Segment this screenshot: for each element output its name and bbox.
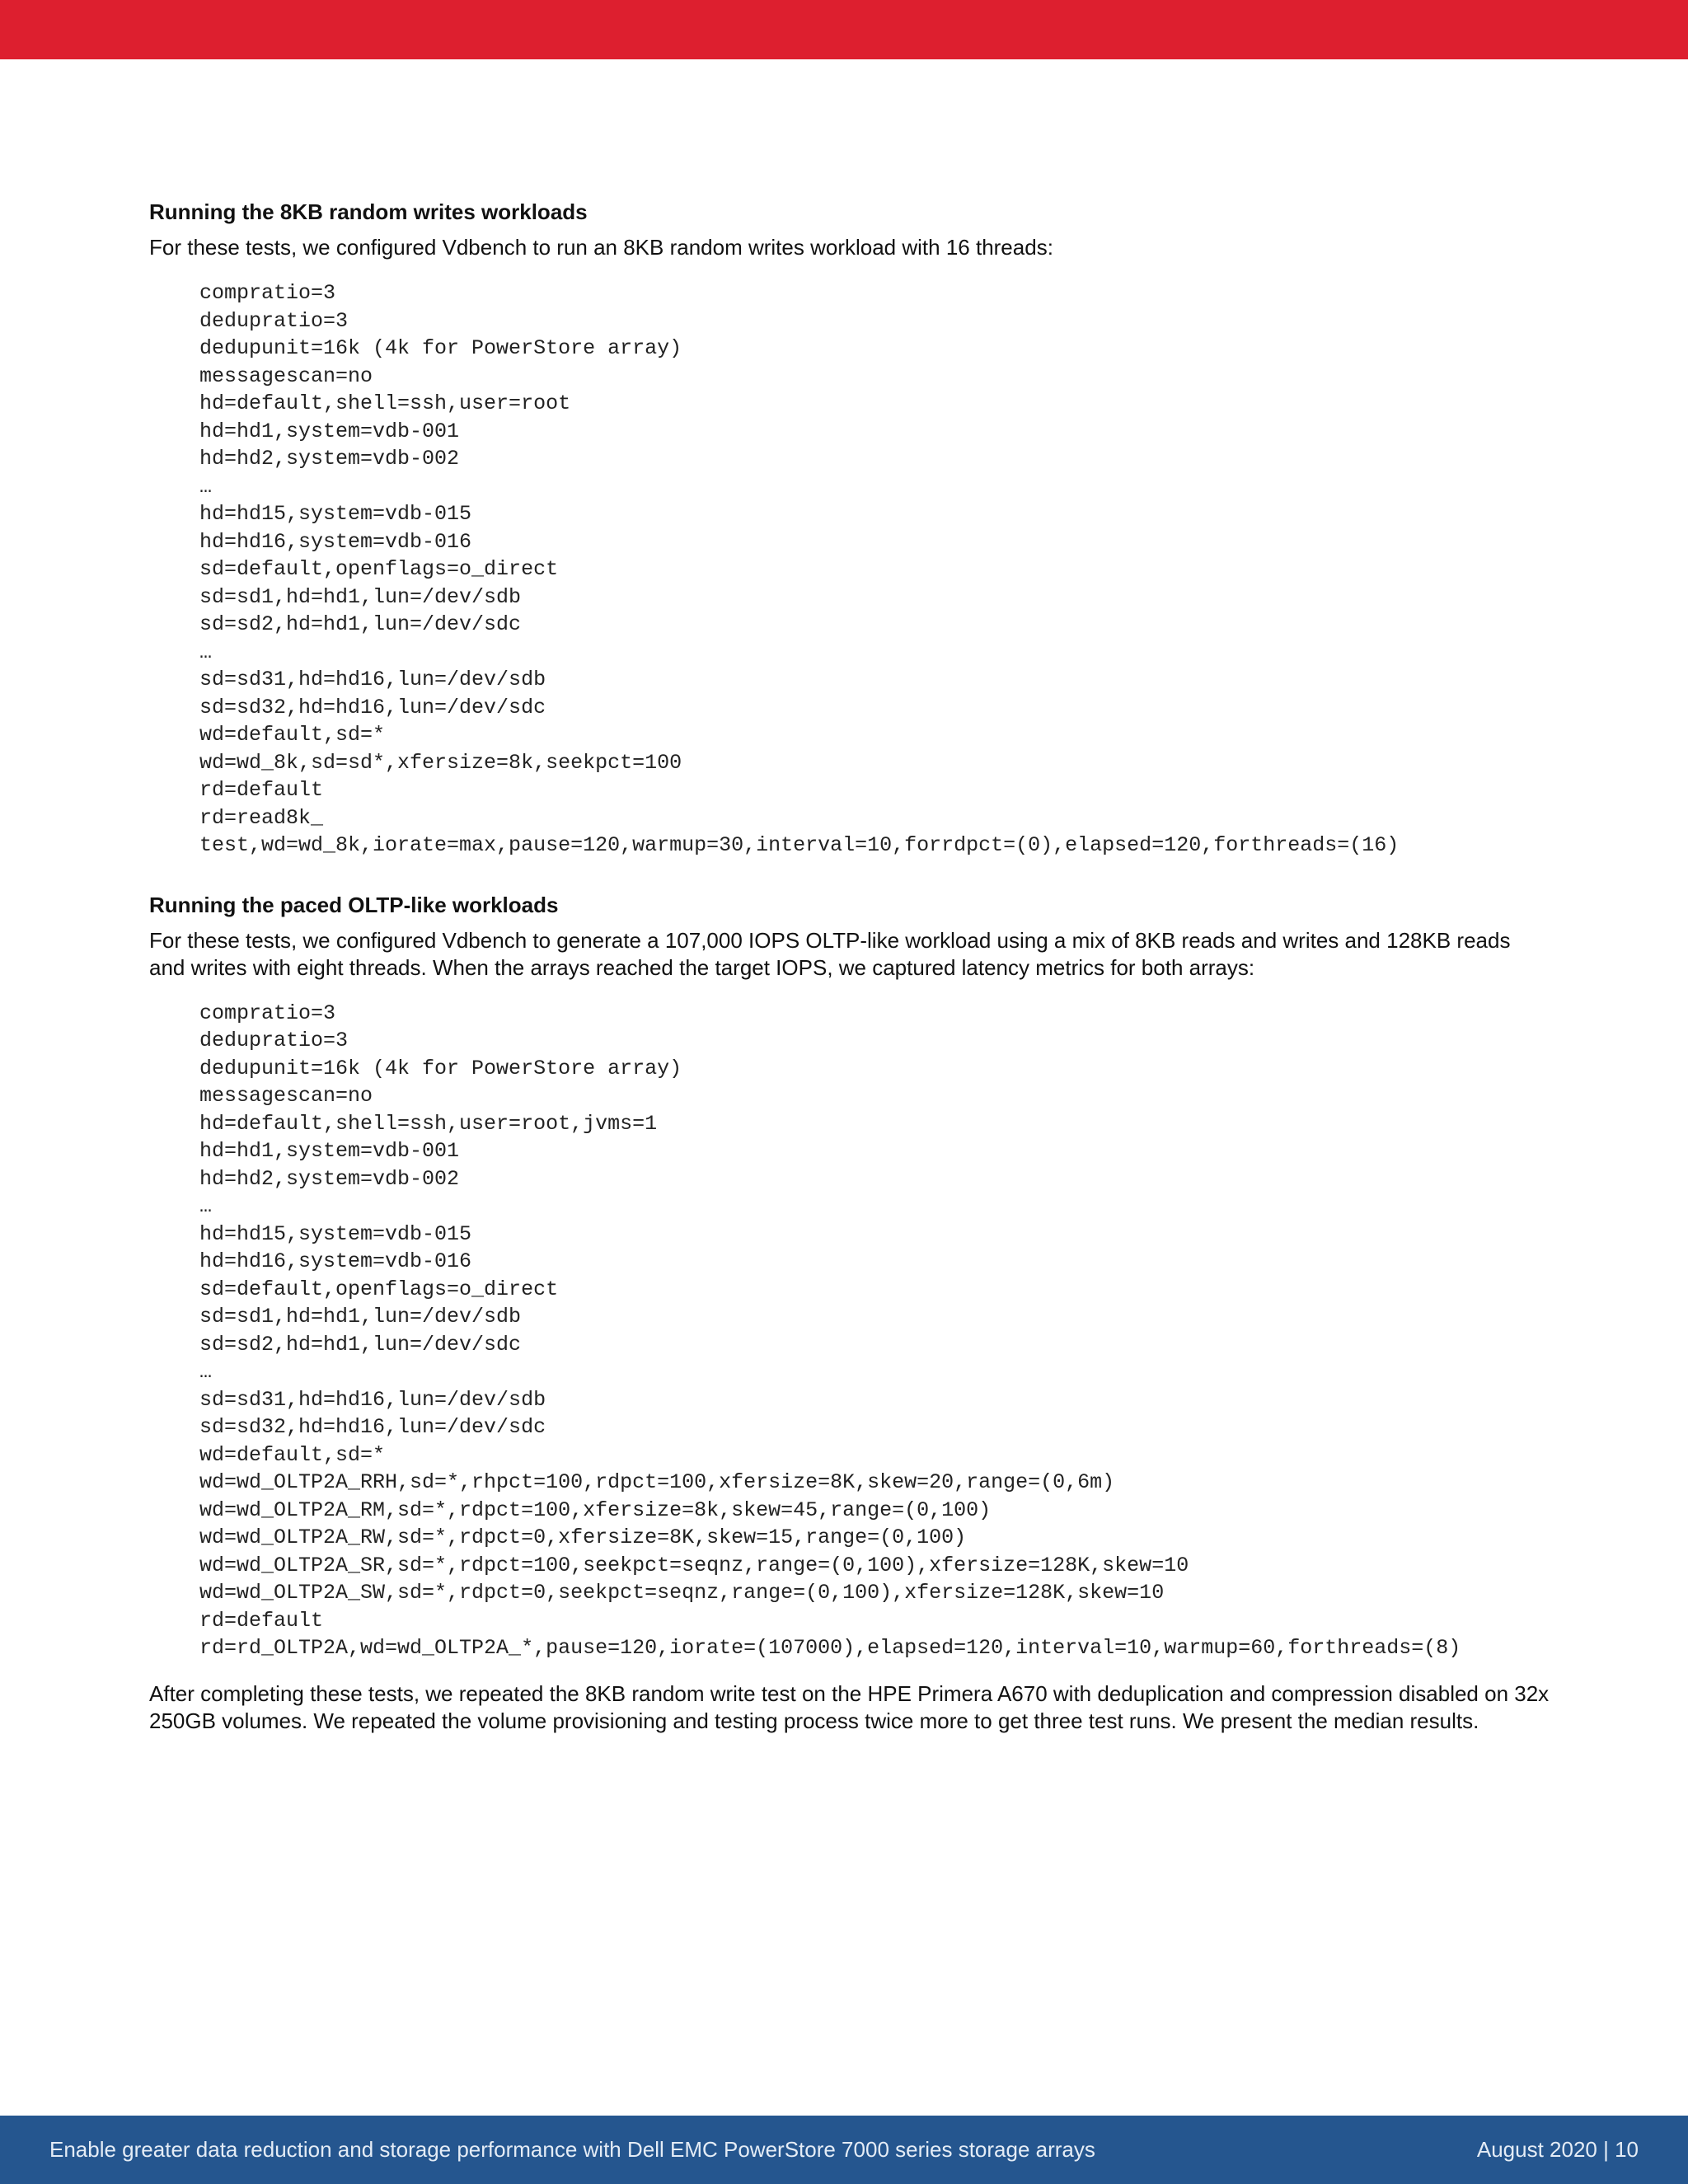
code-line: rd=default [199, 1608, 324, 1633]
code-line: wd=wd_OLTP2A_RRH,sd=*,rhpct=100,rdpct=100,xfersize=8K,skew=20,range=(0,6m) [199, 1470, 1115, 1494]
code-line: dedupunit=16k (4k for PowerStore array) [199, 336, 682, 360]
section-heading: Running the 8KB random writes workloads [149, 199, 588, 224]
code-line: wd=wd_8k,sd=sd*,xfersize=8k,seekpct=100 [199, 750, 682, 775]
code-line: hd=hd2,system=vdb-002 [199, 447, 460, 471]
section-oltp-workloads [149, 891, 1550, 1662]
code-line: messagescan=no [199, 1084, 373, 1108]
code-line: hd=default,shell=ssh,user=root [199, 391, 571, 415]
code-block [199, 1000, 1550, 1662]
closing-paragraph: After completing these tests, we repeated the 8KB random write test on the HPE Primera A670 with deduplication and compression disabled on 32x 250GB volumes. We repeated the volume provisioning and testing process twice more to get three test runs. We present the median results. [149, 1680, 1550, 1733]
code-line: hd=hd15,system=vdb-015 [199, 502, 472, 526]
code-line: sd=sd31,hd=hd16,lun=/dev/sdb [199, 668, 546, 691]
code-line: rd=read8k_ [199, 805, 324, 830]
code-line: hd=hd1,system=vdb-001 [199, 1139, 460, 1163]
code-line: rd=rd_OLTP2A,wd=wd_OLTP2A_*,pause=120,iorate=(107000),elapsed=120,interval=10,warmup=60,forthreads=(8) [199, 1636, 1461, 1660]
section-intro: For these tests, we configured Vdbench to run an 8KB random writes workload with 16 threads: [149, 235, 1053, 260]
code-line: sd=sd2,hd=hd1,lun=/dev/sdc [199, 1332, 522, 1357]
code-line: wd=wd_OLTP2A_RM,sd=*,rdpct=100,xfersize=8k,skew=45,range=(0,100) [199, 1497, 992, 1522]
code-line: wd=default,sd=* [199, 723, 386, 747]
code-line: rd=default [199, 778, 324, 802]
code-line: wd=default,sd=* [199, 1442, 386, 1467]
document-body [149, 198, 1550, 1735]
code-line: sd=sd32,hd=hd16,lun=/dev/sdc [199, 695, 546, 719]
footer-bar [0, 2116, 1688, 2184]
code-line: … [199, 1360, 213, 1384]
code-line: dedupratio=3 [199, 308, 349, 333]
code-line: wd=wd_OLTP2A_SW,sd=*,rdpct=0,seekpct=seqnz,range=(0,100),xfersize=128K,skew=10 [199, 1581, 1165, 1605]
code-line: wd=wd_OLTP2A_RW,sd=*,rdpct=0,xfersize=8K,skew=15,range=(0,100) [199, 1526, 967, 1549]
code-line: test,wd=wd_8k,iorate=max,pause=120,warmup=30,interval=10,forrdpct=(0),elapsed=120,forthreads=(16) [199, 833, 1400, 857]
code-line: sd=sd31,hd=hd16,lun=/dev/sdb [199, 1387, 546, 1412]
code-block [199, 279, 1550, 860]
code-line: … [199, 474, 213, 499]
code-line: hd=hd1,system=vdb-001 [199, 419, 460, 443]
code-line: hd=hd2,system=vdb-002 [199, 1166, 460, 1191]
code-line: hd=default,shell=ssh,user=root,jvms=1 [199, 1111, 658, 1136]
code-line: sd=sd32,hd=hd16,lun=/dev/sdc [199, 1415, 546, 1439]
code-line: … [199, 1194, 213, 1218]
code-line: hd=hd15,system=vdb-015 [199, 1221, 472, 1246]
code-line: hd=hd16,system=vdb-016 [199, 1249, 472, 1273]
section-intro: For these tests, we configured Vdbench to generate a 107,000 IOPS OLTP-like workload using a mix of 8KB reads and writes and 128KB reads and writes with eight threads. When the arrays reached the target IOPS, we captured latency metrics for both arrays: [149, 927, 1511, 980]
code-line: sd=sd1,hd=hd1,lun=/dev/sdb [199, 584, 522, 609]
code-line: dedupunit=16k (4k for PowerStore array) [199, 1056, 682, 1080]
code-line: dedupratio=3 [199, 1029, 349, 1052]
code-line: sd=default,openflags=o_direct [199, 1277, 559, 1301]
top-accent-bar [0, 0, 1688, 59]
footer-title: Enable greater data reduction and storage performance with Dell EMC PowerStore 7000 series storage arrays [49, 2137, 1095, 2162]
footer-page-number: August 2020 | 10 [1476, 2137, 1639, 2162]
code-line: compratio=3 [199, 281, 336, 305]
code-line: hd=hd16,system=vdb-016 [199, 529, 472, 554]
code-line: wd=wd_OLTP2A_SR,sd=*,rdpct=100,seekpct=seqnz,range=(0,100),xfersize=128K,skew=10 [199, 1553, 1189, 1577]
code-line: sd=sd2,hd=hd1,lun=/dev/sdc [199, 612, 522, 636]
code-line: messagescan=no [199, 363, 373, 388]
code-line: … [199, 640, 213, 664]
section-heading: Running the paced OLTP-like workloads [149, 892, 559, 917]
section-random-writes [149, 198, 1550, 860]
code-line: sd=sd1,hd=hd1,lun=/dev/sdb [199, 1305, 522, 1329]
code-line: compratio=3 [199, 1001, 336, 1025]
code-line: sd=default,openflags=o_direct [199, 557, 559, 581]
